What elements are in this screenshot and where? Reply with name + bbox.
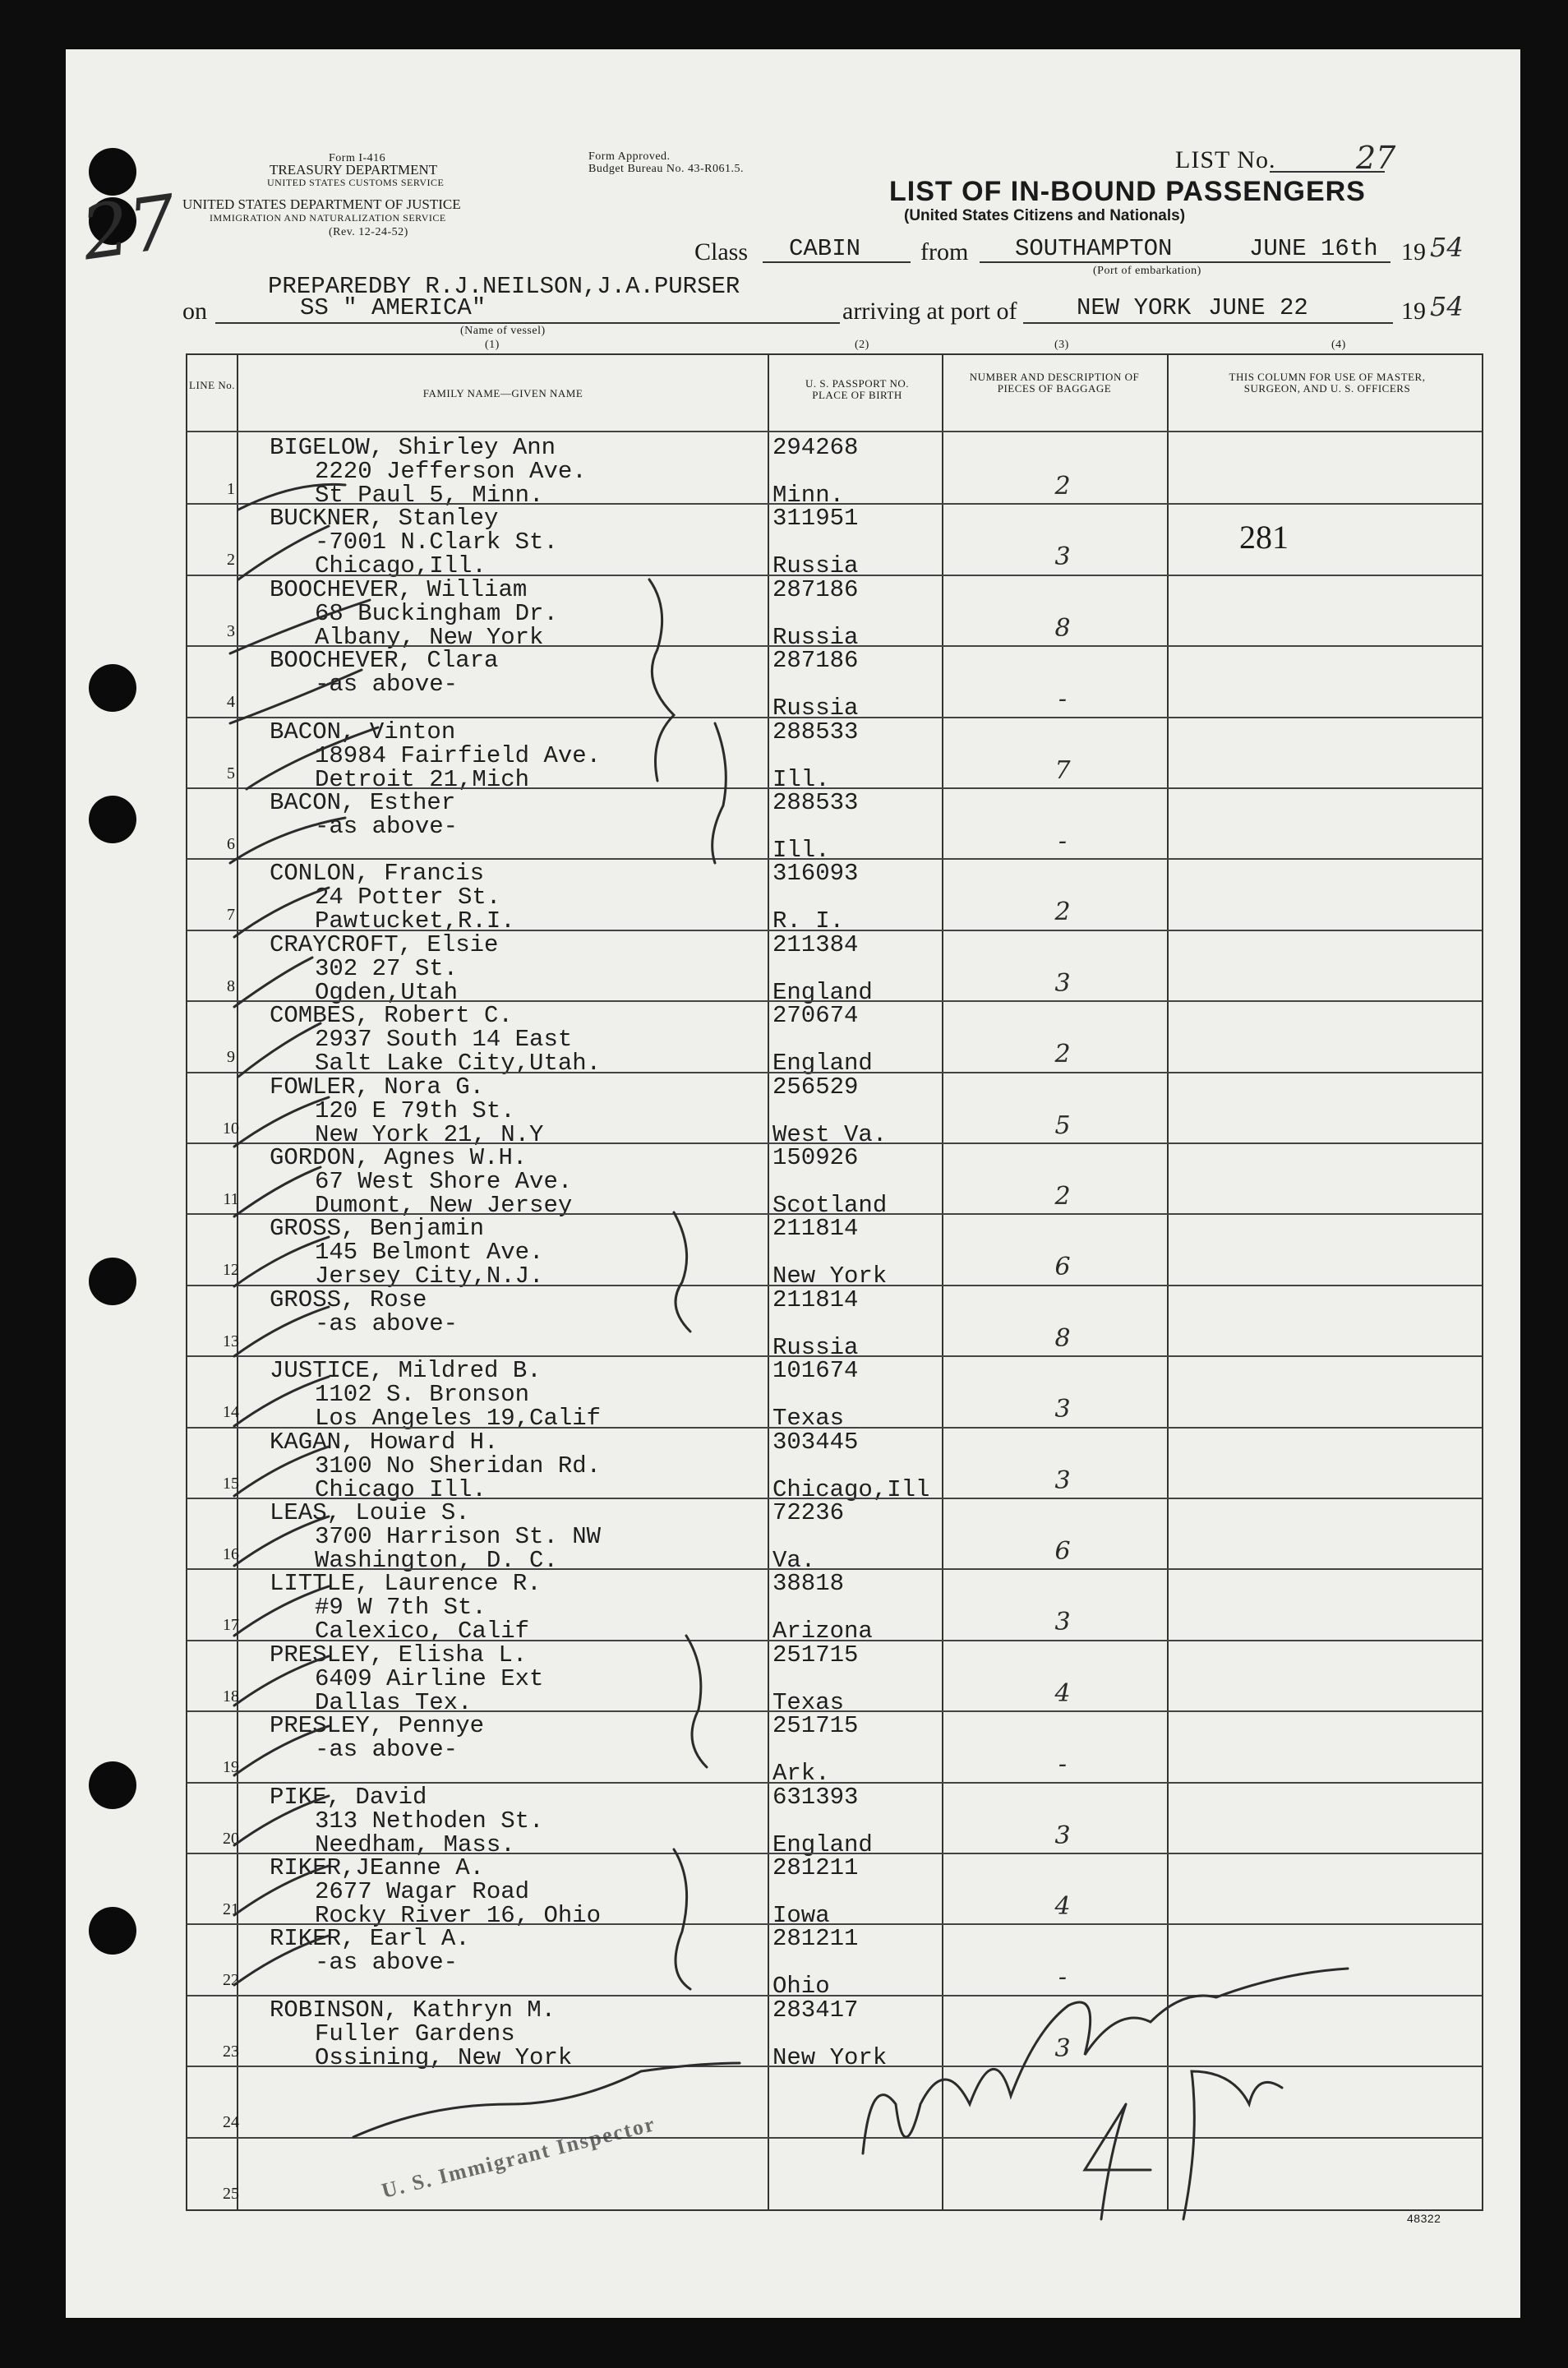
- passenger-name: GROSS, Benjamin: [270, 1215, 485, 1243]
- passenger-name: CONLON, Francis: [270, 860, 485, 888]
- line-number: 7: [227, 906, 235, 925]
- baggage-count: 5: [1054, 1110, 1071, 1140]
- passport-number: 631393: [772, 1783, 859, 1811]
- address-line-2: Calexico, Calif: [315, 1618, 530, 1646]
- passport-number: 303445: [772, 1428, 859, 1456]
- list-no-value: 27: [1356, 140, 1396, 176]
- baggage-count: 3: [1054, 1395, 1071, 1424]
- passenger-name: GORDON, Agnes W.H.: [270, 1144, 528, 1171]
- place-of-birth: Russia: [772, 552, 859, 580]
- pen-slash: [234, 1097, 329, 1147]
- pen-slash: [230, 600, 370, 653]
- class-label: Class: [694, 238, 749, 265]
- passport-number: 316093: [772, 860, 859, 888]
- year-prefix-2: 19: [1401, 298, 1426, 325]
- line-number: 8: [227, 976, 235, 995]
- address-line-2: Detroit 21,Mich: [315, 765, 530, 793]
- passenger-name: PRESLEY, Elisha L.: [270, 1641, 528, 1669]
- address-line-2: New York 21, N.Y: [315, 1120, 544, 1148]
- on-label: on: [182, 298, 207, 325]
- place-of-birth: Ark.: [772, 1760, 830, 1788]
- baggage-count: 6: [1054, 1537, 1071, 1566]
- margin-handwritten-number: 27: [76, 178, 182, 278]
- place-of-birth: Iowa: [772, 1902, 830, 1929]
- column-number-2: (2): [855, 339, 869, 351]
- address-line-1: 3100 No Sheridan Rd.: [315, 1452, 602, 1479]
- passenger-name: CRAYCROFT, Elsie: [270, 930, 499, 958]
- address-line-1: -as above-: [315, 1949, 459, 1977]
- line-number: 18: [223, 1687, 239, 1706]
- address-line-1: 3700 Harrison St. NW: [315, 1523, 602, 1550]
- place-of-birth: Chicago,Ill: [772, 1475, 930, 1503]
- pen-slash: [234, 1866, 329, 1915]
- passport-number: 150926: [772, 1144, 859, 1171]
- prepared-by: PREPAREDBY R.J.NEILSON,J.A.PURSER: [268, 273, 740, 300]
- pen-slash: [234, 958, 312, 1007]
- line-number: 21: [223, 1900, 239, 1918]
- arrival-date: JUNE 22: [1208, 294, 1308, 321]
- passport-number: 251715: [772, 1641, 859, 1669]
- family-brace: [674, 1849, 690, 1989]
- baggage-count: 3: [1054, 968, 1071, 998]
- form-approved: Form Approved.: [588, 150, 671, 163]
- passport-number: 287186: [772, 647, 859, 675]
- passenger-name: BOOCHEVER, Clara: [270, 647, 499, 675]
- address-line-1: -7001 N.Clark St.: [315, 529, 558, 556]
- passenger-name: COMBES, Robert C.: [270, 1002, 513, 1030]
- family-brace: [686, 1636, 707, 1767]
- pen-slash: [234, 1377, 329, 1426]
- passport-number: 294268: [772, 434, 859, 461]
- address-line-2: Needham, Mass.: [315, 1830, 515, 1858]
- baggage-count: 3: [1054, 1821, 1071, 1850]
- passport-number: 101674: [772, 1357, 859, 1385]
- place-of-birth: New York: [772, 2043, 888, 2071]
- passport-number: 281211: [772, 1925, 859, 1953]
- place-of-birth: R. I.: [772, 907, 845, 935]
- baggage-count: 3: [1054, 1466, 1071, 1495]
- year-prefix-1: 19: [1401, 238, 1426, 265]
- footer-code: 48322: [1407, 2212, 1441, 2225]
- baggage-count: -: [1058, 685, 1068, 714]
- baggage-count: -: [1058, 1963, 1068, 1992]
- address-line-1: 67 West Shore Ave.: [315, 1168, 573, 1195]
- place-of-birth: Ill.: [772, 765, 830, 793]
- passenger-name: BIGELOW, Shirley Ann: [270, 434, 556, 461]
- place-of-birth: Scotland: [772, 1192, 888, 1219]
- address-line-1: 2677 Wagar Road: [315, 1878, 530, 1905]
- pen-slash: [247, 727, 378, 789]
- baggage-count: 8: [1054, 613, 1071, 643]
- address-line-1: 120 E 79th St.: [315, 1096, 515, 1124]
- treasury-dept: TREASURY DEPARTMENT: [270, 162, 438, 178]
- address-line-1: Fuller Gardens: [315, 2019, 515, 2047]
- list-no-label: LIST No.: [1175, 146, 1276, 173]
- address-line-2: Albany, New York: [315, 623, 544, 651]
- column-number-3: (3): [1054, 339, 1069, 351]
- address-line-2: Jersey City,N.J.: [315, 1262, 544, 1290]
- passport-number: 311951: [772, 505, 859, 533]
- port-embarkation-note: (Port of embarkation): [1093, 265, 1201, 277]
- pen-slash: [234, 1307, 329, 1356]
- line-number: 19: [223, 1758, 239, 1777]
- pen-slash: [238, 1023, 321, 1077]
- class-value: CABIN: [789, 235, 861, 262]
- pen-slash: [234, 1936, 329, 1985]
- address-line-1: 6409 Airline Ext: [315, 1664, 544, 1692]
- line-number: 3: [227, 621, 235, 640]
- address-line-2: Ogden,Utah: [315, 978, 459, 1006]
- line-number: 5: [227, 764, 235, 782]
- passenger-name: PRESLEY, Pennye: [270, 1712, 485, 1740]
- address-line-1: 145 Belmont Ave.: [315, 1239, 544, 1267]
- address-line-1: 302 27 St.: [315, 954, 459, 982]
- baggage-count: -: [1058, 1750, 1068, 1779]
- line-number: 24: [223, 2113, 239, 2132]
- address-line-2: Washington, D. C.: [315, 1547, 558, 1574]
- line-number: 11: [223, 1190, 239, 1208]
- year-value-1: 54: [1430, 232, 1464, 263]
- justice-dept: UNITED STATES DEPARTMENT OF JUSTICE: [182, 196, 461, 212]
- baggage-count: -: [1058, 827, 1068, 856]
- pen-slash: [234, 888, 329, 937]
- line-number: 2: [227, 551, 235, 570]
- vessel-name: SS " AMERICA": [300, 294, 487, 321]
- pen-slash: [234, 1516, 329, 1566]
- form-revision: (Rev. 12-24-52): [329, 226, 408, 238]
- header-passport: U. S. PASSPORT NO. PLACE OF BIRTH: [805, 377, 909, 401]
- place-of-birth: Minn.: [772, 482, 845, 509]
- line-number: 20: [223, 1829, 239, 1848]
- address-line-1: -as above-: [315, 1309, 459, 1337]
- place-of-birth: Arizona: [772, 1618, 873, 1646]
- line-number: 1: [227, 480, 235, 498]
- baggage-count: 2: [1054, 472, 1071, 501]
- place-of-birth: Russia: [772, 623, 859, 651]
- address-line-1: 313 Nethoden St.: [315, 1807, 544, 1835]
- passenger-name: ROBINSON, Kathryn M.: [270, 1996, 556, 2024]
- line-number: 23: [223, 2042, 239, 2061]
- place-of-birth: Ohio: [772, 1973, 830, 2001]
- pen-slash: [234, 1586, 329, 1636]
- address-line-1: -as above-: [315, 813, 459, 840]
- address-line-2: Dallas Tex.: [315, 1688, 473, 1716]
- line-number: 22: [223, 1971, 239, 1990]
- passenger-name: GROSS, Rose: [270, 1286, 427, 1313]
- pen-slash: [234, 1447, 329, 1496]
- ins-service: IMMIGRATION AND NATURALIZATION SERVICE: [210, 212, 446, 224]
- line-number: 10: [223, 1119, 239, 1138]
- address-line-1: 68 Buckingham Dr.: [315, 599, 558, 627]
- line-number: 25: [223, 2184, 239, 2203]
- address-line-1: #9 W 7th St.: [315, 1594, 487, 1622]
- address-line-2: Ossining, New York: [315, 2043, 573, 2071]
- family-brace: [649, 579, 674, 781]
- pen-slash: [234, 1656, 329, 1706]
- header-line-no: LINE No.: [189, 379, 235, 391]
- baggage-count: 3: [1054, 2033, 1071, 2063]
- line-number: 16: [223, 1545, 239, 1563]
- place-of-birth: Va.: [772, 1547, 816, 1574]
- inspector-stamp: U. S. Immigrant Inspector: [379, 2112, 658, 2204]
- line-number: 9: [227, 1048, 235, 1067]
- address-line-1: -as above-: [315, 671, 459, 699]
- baggage-count: 6: [1054, 1253, 1071, 1282]
- place-of-birth: England: [772, 1830, 873, 1858]
- form-number: Form I-416: [329, 152, 386, 164]
- address-line-2: Los Angeles 19,Calif: [315, 1405, 602, 1433]
- vessel-note: (Name of vessel): [460, 325, 546, 337]
- column-number-4: (4): [1331, 339, 1346, 351]
- passport-number: 72236: [772, 1499, 845, 1526]
- address-line-2: Chicago,Ill.: [315, 552, 487, 580]
- pen-slash: [230, 818, 345, 863]
- line-number: 13: [223, 1332, 239, 1350]
- passenger-name: BACON, Vinton: [270, 718, 456, 745]
- line-number: 12: [223, 1261, 239, 1280]
- header-officers: THIS COLUMN FOR USE OF MASTER, SURGEON, AND U. S. OFFICERS: [1229, 371, 1426, 395]
- pen-slash: [234, 1237, 329, 1286]
- passport-number: 288533: [772, 718, 859, 745]
- place-of-birth: Texas: [772, 1688, 845, 1716]
- pen-slash: [234, 1796, 329, 1845]
- passenger-name: BOOCHEVER, William: [270, 575, 528, 603]
- passenger-name: KAGAN, Howard H.: [270, 1428, 499, 1456]
- place-of-birth: England: [772, 978, 873, 1006]
- from-value: SOUTHAMPTON: [1015, 235, 1173, 262]
- passenger-name: LITTLE, Laurence R.: [270, 1570, 542, 1598]
- family-brace: [713, 723, 726, 863]
- address-line-2: Pawtucket,R.I.: [315, 907, 515, 935]
- passport-number: 287186: [772, 575, 859, 603]
- baggage-count: 2: [1054, 1040, 1071, 1069]
- document-subtitle: (United States Citizens and Nationals): [904, 207, 1186, 224]
- baggage-count: 4: [1054, 1892, 1071, 1921]
- passport-number: 211814: [772, 1215, 859, 1243]
- address-line-2: Dumont, New Jersey: [315, 1192, 573, 1219]
- address-line-1: 24 Potter St.: [315, 884, 501, 912]
- line-number: 14: [223, 1403, 239, 1422]
- passport-number: 256529: [772, 1073, 859, 1101]
- address-line-1: 18984 Fairfield Ave.: [315, 741, 602, 769]
- place-of-birth: Texas: [772, 1405, 845, 1433]
- passenger-name: PIKE, David: [270, 1783, 427, 1811]
- address-line-1: -as above-: [315, 1736, 459, 1764]
- arriving-label: arriving at port of: [842, 298, 1017, 325]
- officer-note: 281: [1239, 519, 1289, 556]
- address-line-1: 1102 S. Bronson: [315, 1381, 530, 1409]
- passport-number: 211384: [772, 930, 859, 958]
- place-of-birth: Ill.: [772, 837, 830, 864]
- passenger-name: LEAS, Louie S.: [270, 1499, 470, 1526]
- pen-slash: [238, 526, 329, 579]
- passport-number: 251715: [772, 1712, 859, 1740]
- address-line-2: Chicago Ill.: [315, 1475, 487, 1503]
- place-of-birth: Russia: [772, 1333, 859, 1361]
- baggage-count: 2: [1054, 1182, 1071, 1211]
- address-line-2: Rocky River 16, Ohio: [315, 1902, 602, 1929]
- passport-number: 38818: [772, 1570, 845, 1598]
- baggage-count: 7: [1054, 755, 1071, 785]
- address-line-1: 2937 South 14 East: [315, 1026, 573, 1054]
- line-number: 17: [223, 1616, 239, 1635]
- address-line-2: Salt Lake City,Utah.: [315, 1050, 602, 1078]
- family-brace: [674, 1212, 690, 1332]
- passenger-name: FOWLER, Nora G.: [270, 1073, 485, 1101]
- baggage-count: 4: [1054, 1678, 1071, 1708]
- passenger-name: BACON, Esther: [270, 789, 456, 816]
- pen-slash: [238, 484, 345, 510]
- passport-number: 270674: [772, 1002, 859, 1030]
- departure-date: JUNE 16th: [1249, 235, 1378, 262]
- baggage-count: 3: [1054, 1608, 1071, 1637]
- header-baggage: NUMBER AND DESCRIPTION OF PIECES OF BAGGAGE: [969, 371, 1140, 395]
- baggage-count: 3: [1054, 542, 1071, 572]
- line-number: 15: [223, 1474, 239, 1493]
- baggage-count: 8: [1054, 1323, 1071, 1353]
- place-of-birth: Russia: [772, 695, 859, 722]
- column-number-1: (1): [485, 339, 500, 351]
- place-of-birth: West Va.: [772, 1120, 888, 1148]
- passenger-name: BUCKNER, Stanley: [270, 505, 499, 533]
- header-name: FAMILY NAME—GIVEN NAME: [422, 387, 583, 399]
- customs-service: UNITED STATES CUSTOMS SERVICE: [267, 177, 445, 188]
- year-value-2: 54: [1430, 291, 1464, 322]
- baggage-count: 2: [1054, 898, 1071, 927]
- address-line-1: 2220 Jefferson Ave.: [315, 458, 587, 485]
- passport-number: 281211: [772, 1854, 859, 1881]
- line-number: 4: [227, 693, 235, 712]
- budget-bureau: Budget Bureau No. 43-R061.5.: [588, 163, 744, 175]
- from-label: from: [920, 238, 969, 265]
- passenger-name: RIKER, Earl A.: [270, 1925, 470, 1953]
- place-of-birth: England: [772, 1050, 873, 1078]
- place-of-birth: New York: [772, 1262, 888, 1290]
- line-number: 6: [227, 835, 235, 853]
- pen-slash: [234, 1167, 321, 1216]
- passport-number: 288533: [772, 789, 859, 816]
- document-title: LIST OF IN-BOUND PASSENGERS: [889, 176, 1366, 207]
- address-line-2: St Paul 5, Minn.: [315, 482, 544, 509]
- pen-slash: [234, 1726, 329, 1775]
- arrival-port: NEW YORK: [1077, 294, 1192, 321]
- passenger-name: JUSTICE, Mildred B.: [270, 1357, 542, 1385]
- passport-number: 283417: [772, 1996, 859, 2024]
- passenger-name: RIKER,JEanne A.: [270, 1854, 485, 1881]
- passport-number: 211814: [772, 1286, 859, 1313]
- pen-slash: [230, 670, 362, 723]
